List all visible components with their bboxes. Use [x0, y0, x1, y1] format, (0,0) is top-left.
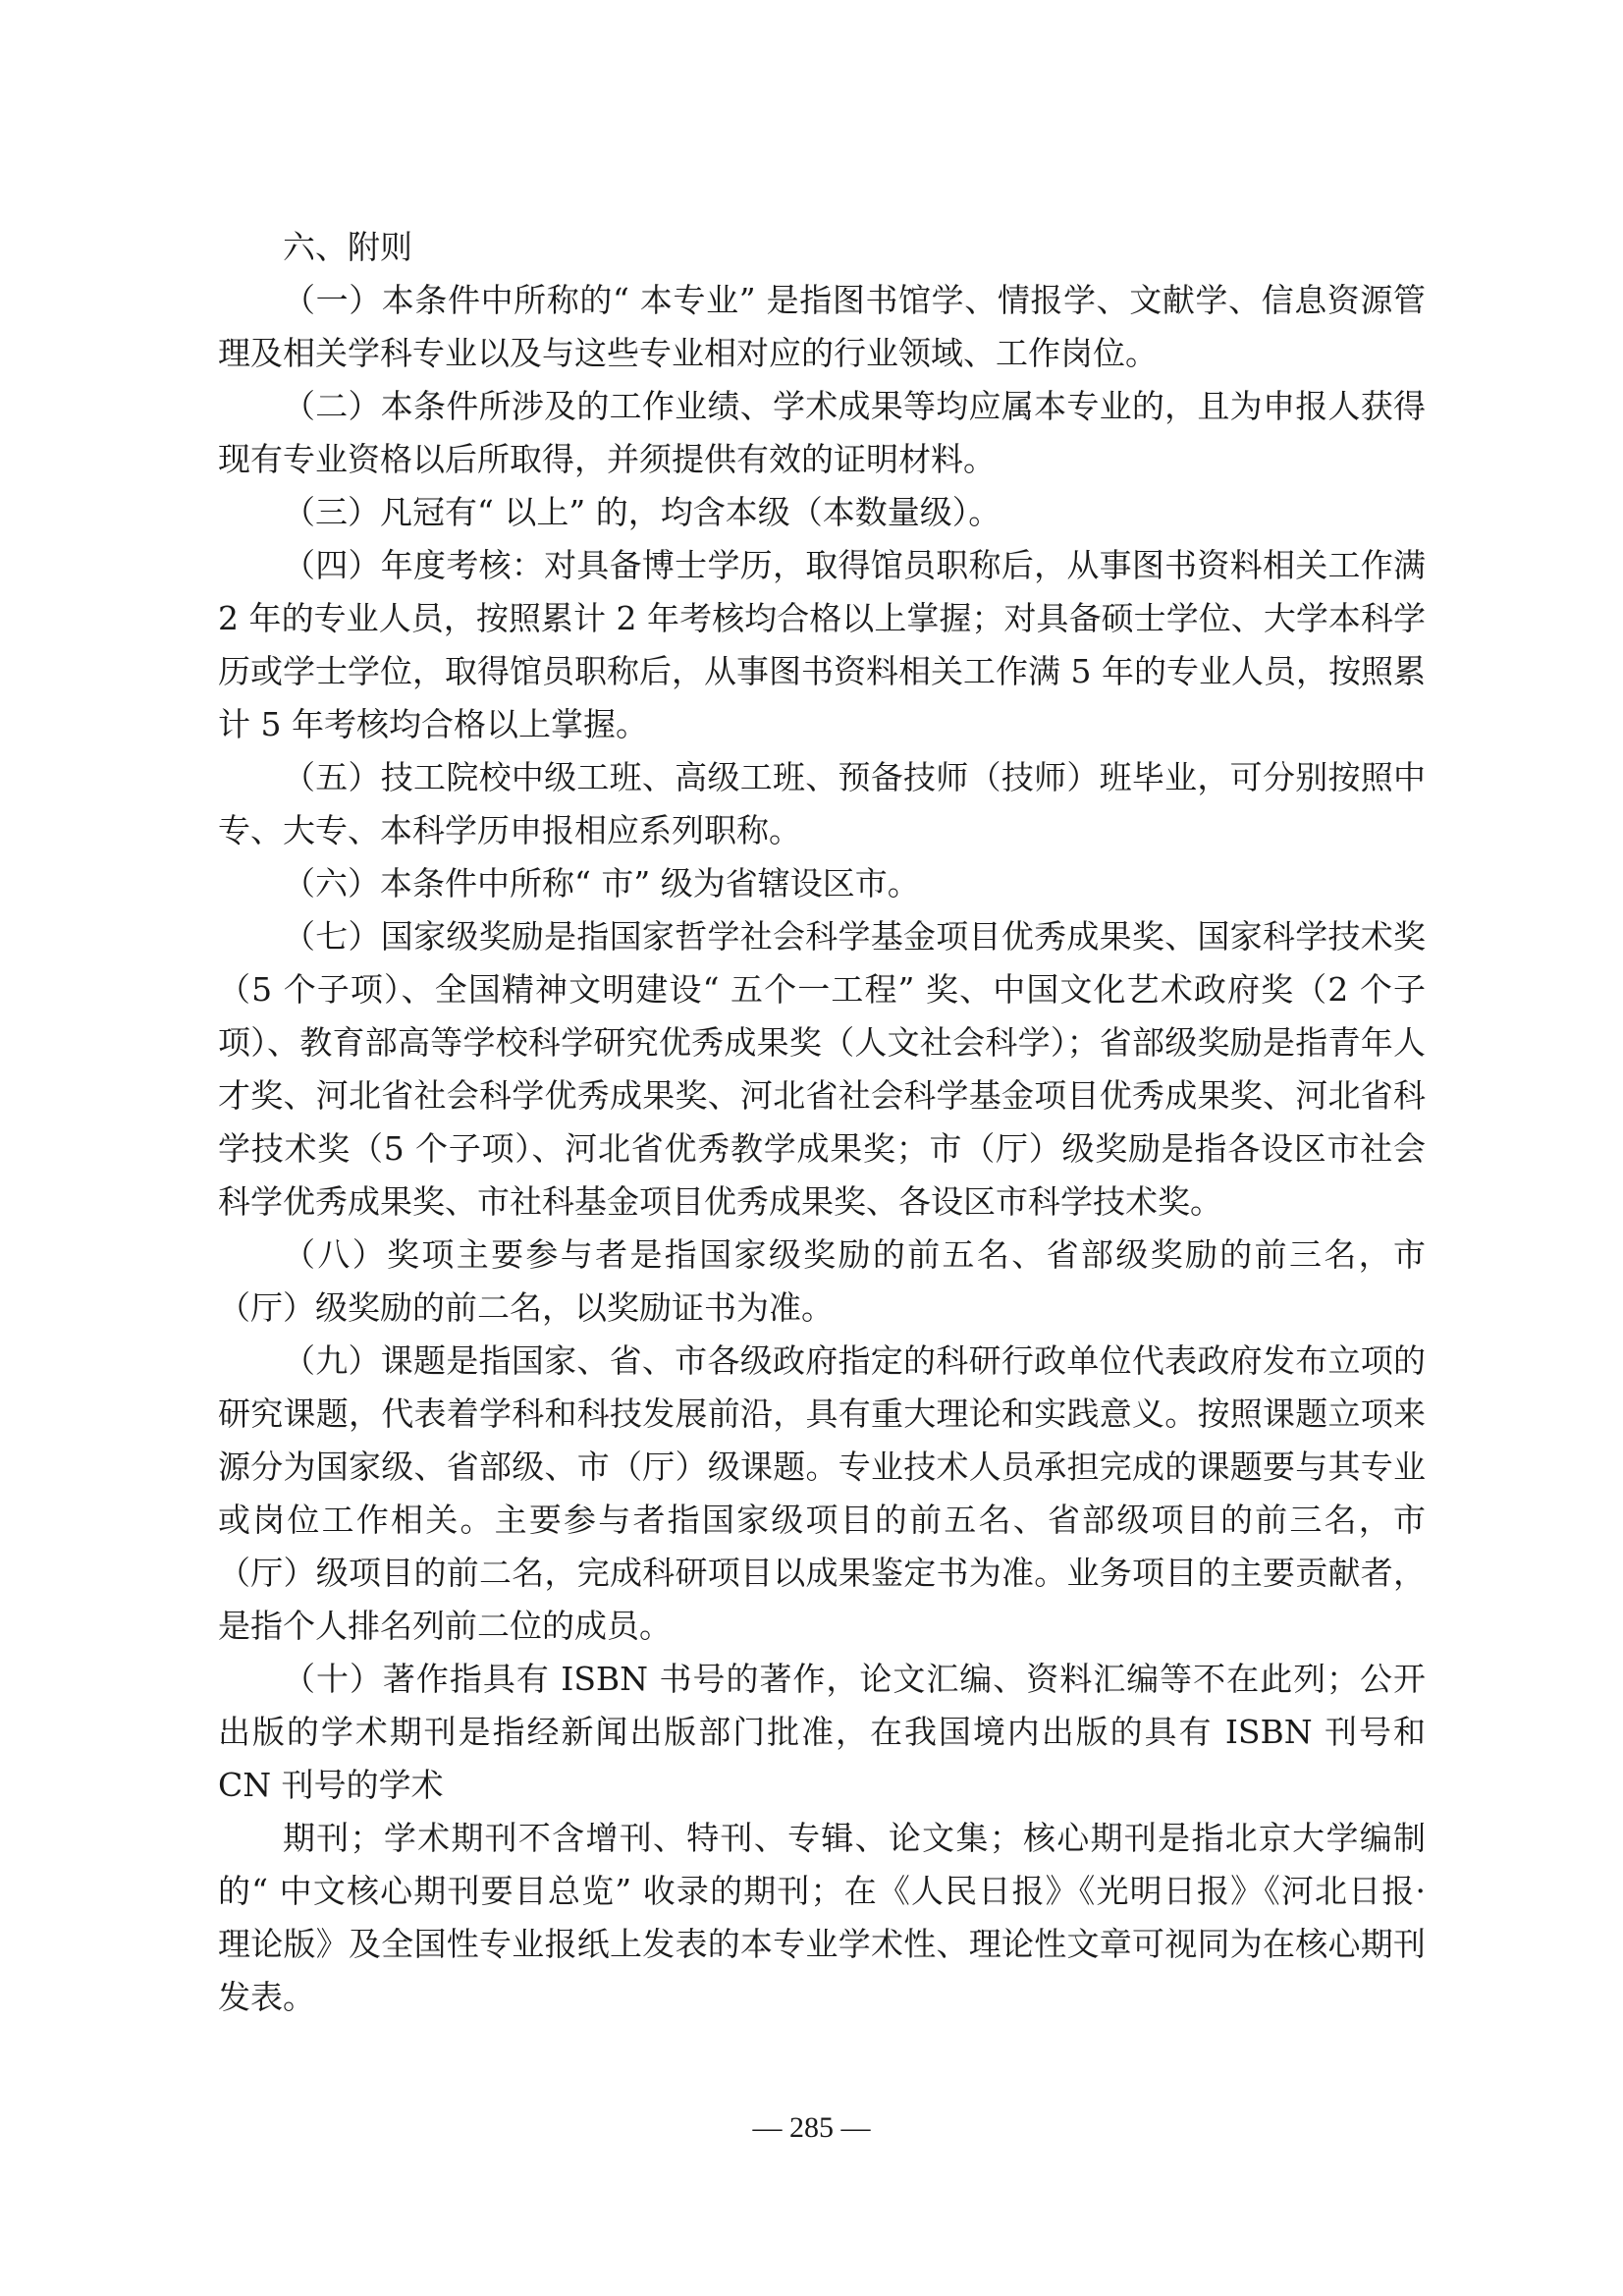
paragraph-3: （三）凡冠有“ 以上” 的，均含本级（本数量级）。 — [283, 493, 1001, 531]
paragraph-8: （八）奖项主要参与者是指国家级奖励的前五名、省部级奖励的前三名，市（厅）级奖励的前二名，以奖励证书为准。 — [218, 1235, 1426, 1327]
paragraph-5: （五）技工院校中级工班、高级工班、预备技师（技师）班毕业，可分别按照中专、大专、本科学历申报相应系列职称。 — [218, 758, 1426, 849]
paragraph-10: （十）著作指具有 ISBN 书号的著作，论文汇编、资料汇编等不在此列；公开出版的学术期刊是指经新闻出版部门批准，在我国境内出版的具有 ISBN 刊号和 CN 刊号的学术 — [218, 1660, 1426, 1804]
paragraph-10-continued: 期刊；学术期刊不含增刊、特刊、专辑、论文集；核心期刊是指北京大学编制的“ 中文核心期刊要目总览” 收录的期刊；在《人民日报》《光明日报》《河北日报· 理论版》及全国性专业报纸上发表的本专业学术性、理论性文章可视同为在核心期刊发表。 — [218, 1819, 1426, 2016]
paragraph-2: （二）本条件所涉及的工作业绩、学术成果等均应属本专业的，且为申报人获得现有专业资格以后所取得，并须提供有效的证明材料。 — [218, 387, 1426, 478]
paragraph-4: （四）年度考核：对具备博士学历，取得馆员职称后，从事图书资料相关工作满 2 年的专业人员，按照累计 2 年考核均合格以上掌握；对具备硕士学位、大学本科学历或学士学位，取得馆员职称后，从事图书资料相关工作满 5 年的专业人员，按照累计 5 年考核均合格以上掌握。 — [218, 546, 1426, 743]
paragraph-7: （七）国家级奖励是指国家哲学社会科学基金项目优秀成果奖、国家科学技术奖（5 个子项）、全国精神文明建设“ 五个一工程” 奖、中国文化艺术政府奖（2 个子项）、教育部高等学校科学研究优秀成果奖（人文社会科学）；省部级奖励是指青年人才奖、河北省社会科学优秀成果奖、河北省社会科学基金项目优秀成果奖、河北省科学技术奖（5 个子项）、河北省优秀教学成果奖；市（厅）级奖励是指各设区市社会科学优秀成果奖、市社科基金项目优秀成果奖、各设区市科学技术奖。 — [218, 917, 1426, 1221]
paragraph-9: （九）课题是指国家、省、市各级政府指定的科研行政单位代表政府发布立项的研究课题，代表着学科和科技发展前沿，具有重大理论和实践意义。按照课题立项来源分为国家级、省部级、市（厅）级课题。专业技术人员承担完成的课题要与其专业或岗位工作相关。主要参与者指国家级项目的前五名、省部级项目的前三名，市（厅）级项目的前二名，完成科研项目以成果鉴定书为准。业务项目的主要贡献者，是指个人排名列前二位的成员。 — [218, 1341, 1426, 1645]
paragraph-6: （六）本条件中所称“ 市” 级为省辖设区市。 — [283, 864, 920, 902]
paragraph-1: （一）本条件中所称的“ 本专业” 是指图书馆学、情报学、文献学、信息资源管理及相关学科专业以及与这些专业相对应的行业领域、工作岗位。 — [218, 281, 1426, 372]
section-heading: 六、附则 — [283, 228, 412, 266]
page-number: — 285 — — [752, 2111, 871, 2144]
document-body — [218, 221, 1426, 2024]
